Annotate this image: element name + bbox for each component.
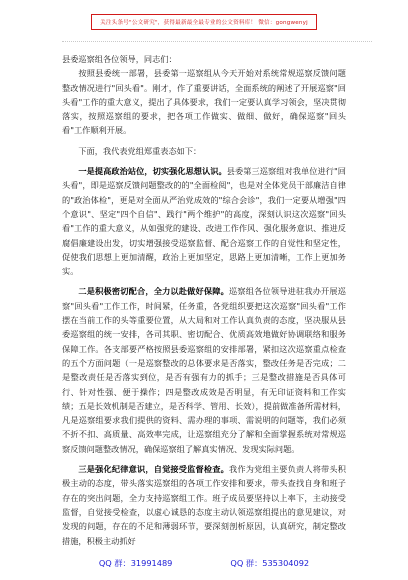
header-divider bbox=[62, 41, 372, 42]
footer-qq-group-2: QQ 群：535304092 bbox=[230, 558, 310, 568]
footer-qq-group-1: QQ 群：31991489 bbox=[98, 558, 173, 568]
header-banner-text: 关注头条号"公文研究"，获得最新最全最专业的公文资料库！ 微信：gongwenyj bbox=[91, 14, 317, 30]
point-1-body: 县委第三巡察组对我单位进行"回头看"，即是巡察反馈问题整改的的"全面检阅"，也是对全体党员干部廉洁自律的"政治体检"，更是对全面从严治党成效的"综合会诊"，我们一定要从增强"四个意识"、坚定"四个自信"、践行"两个维护"的高度，深刻认识这次巡察"回头看"工作的重大意义，从如强党的建设、改进工作作风、强化服务意识、推进反腐倡廉建设出发，切实增强接受巡察监督、配合巡察工作的自觉性和坚定性，促使我们思想上更加清醒，政治上更加坚定，思路上更加清晰，工作上更加务实。 bbox=[62, 166, 346, 277]
point-3-title: 三是强化纪律意识，自觉接受监督检查。 bbox=[78, 464, 230, 475]
point-3-paragraph bbox=[62, 462, 346, 548]
footer bbox=[0, 558, 408, 574]
intro-lead: 下面，我代表党组郑重表态如下： bbox=[78, 145, 202, 156]
point-2-body: 巡察组各位领导进驻我办开展巡察"回头看"工作工作，时间紧，任务重，各党组织要把这次巡察"回头看"工作摆在当前工作的头等重要位置，从大局和对工作认真负责的态度，坚决服从县委巡察组的统一安排，各司其职、密切配合、优质高效地做好协调联络和服务保障工作。各支部要严格按照县委巡察组的安排部署，紧扣这次巡察重点检查的五个方面问题（一是巡察整改的总体要求是否落实，整改任务是否完成；二是整改责任是否落实到位，是否有强有力的抓手；三是整改措施是否具体可行、针对性强、便于操作；四是整改成效是否明显，有无印证资料和工作实绩；五是长效机制是否建立，是否科学、管用、长效），提前做准备所需材料，凡是巡察组要求我们提供的资料、需办理的事项、需说明的问题等，我们必须不折不扣、高质量、高效率完成，让巡察组充分了解和全面掌握系统对常规巡察反馈问题整改情况，确保巡察组了解真实情况、发现实际问题。 bbox=[62, 286, 346, 454]
point-1-paragraph bbox=[62, 164, 346, 278]
point-2-paragraph bbox=[62, 284, 346, 456]
salutation: 县委巡察组各位领导，同志们： bbox=[62, 54, 177, 64]
header-banner bbox=[0, 10, 408, 34]
document-body bbox=[62, 52, 346, 548]
point-3-body: 我作为党组主要负责人将带头积极主动的态度，带头落实巡察组的各项工作安排和要求，带头查找自身和班子存在的突出问题，全力支持巡察组工作。班子成员要坚持以上率下，主动接受监督，自觉接受检查，以虚心诚恳的态度主动认领巡察组提出的意见建议，对发现的问题，存在的不足和薄弱环节，要深刻剖析原因，认真研究，制定整改措施，积极主动抓好 bbox=[62, 464, 346, 546]
point-1-title: 一是提高政治站位，切实强化思想认识。 bbox=[78, 166, 227, 177]
intro-paragraph: 按照县委统一部署，县委第一巡察组从今天开始对系统常规巡察反馈问题整改情况进行"回头看"。刚才，作了重要讲话，全面系统的阐述了开展巡察"回头看"工作的重大意义，提出了具体要求，我们一定要认真学习领会，坚决贯彻落实，按照巡察组的要求，把各项工作做实、做细、做好，确保巡察"回头看"工作顺利开展。 bbox=[62, 68, 346, 136]
point-2-title: 二是积极密切配合，全力以赴做好保障。 bbox=[78, 286, 230, 297]
